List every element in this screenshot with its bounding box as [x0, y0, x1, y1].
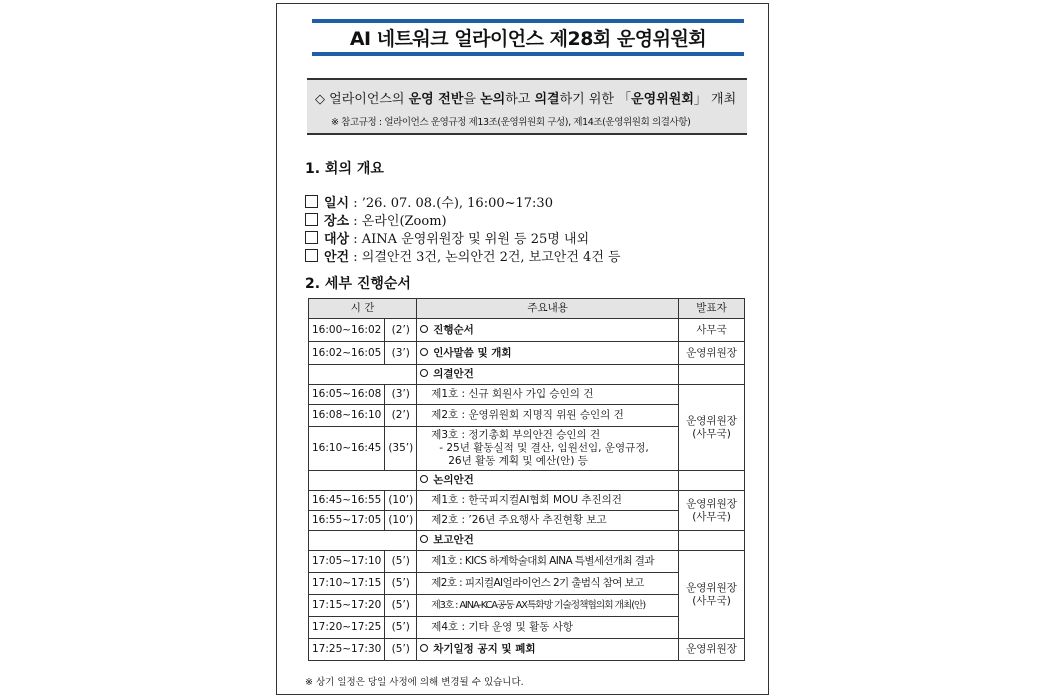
- time-cell: 16:45~16:55: [309, 491, 385, 511]
- presenter-name: 운영위원장: [686, 414, 737, 427]
- content-cell: [417, 639, 679, 661]
- content-cell: [417, 319, 679, 342]
- group-title-text: 논의안건: [433, 474, 474, 487]
- group-title-row: [309, 531, 745, 551]
- table-row: [309, 385, 745, 405]
- purpose-statement: [315, 88, 736, 107]
- presenter-name: 운영위원장: [686, 581, 737, 594]
- duration-cell: (5’): [385, 551, 417, 573]
- section-heading-schedule: 2. 세부 진행순서: [305, 276, 411, 292]
- time-cell: 17:10~17:15: [309, 573, 385, 595]
- overview-text: : 의결안건 3건, 논의안건 2건, 보고안건 4건 등: [349, 250, 621, 265]
- duration-cell: (10’): [385, 491, 417, 511]
- duration-cell: (5’): [385, 639, 417, 661]
- duration-cell: (35’): [385, 427, 417, 471]
- purpose-box: [307, 78, 747, 135]
- content-text: 인사말씀 및 개회: [433, 346, 512, 359]
- overview-label: 대상: [324, 232, 350, 247]
- table-row: [309, 551, 745, 573]
- header-time: 시 간: [309, 299, 417, 319]
- duration-cell: (5’): [385, 617, 417, 639]
- group-title: [417, 471, 679, 491]
- content-cell: [417, 427, 679, 471]
- empty-cell: [679, 365, 745, 385]
- bullet-icon: [420, 348, 428, 356]
- purpose-text-2: 운영 전반: [408, 92, 464, 107]
- table-row: [309, 491, 745, 511]
- purpose-text-4: 논의: [480, 92, 506, 107]
- content-cell: 제1호 : KICS 하계학술대회 AINA 특별세션개최 결과: [417, 551, 679, 573]
- content-cell: 제2호 : ’26년 주요행사 추진현황 보고: [417, 511, 679, 531]
- overview-item: [305, 210, 447, 229]
- content-text: 차기일정 공지 및 폐회: [433, 643, 536, 656]
- group-title-row: [309, 365, 745, 385]
- header-content: 주요내용: [417, 299, 679, 319]
- empty-cell: [679, 531, 745, 551]
- content-cell: 제3호 : AINA-KCA공동 AX특화망 기술정책협의회 개최(안): [417, 595, 679, 617]
- overview-text: : AINA 운영위원장 및 위원 등 25명 내외: [349, 232, 590, 247]
- presenter-sub: (사무국): [692, 594, 731, 607]
- time-cell: 17:20~17:25: [309, 617, 385, 639]
- content-cell: 제1호 : 한국피지컬AI협회 MOU 추진의건: [417, 491, 679, 511]
- content-line: 26년 활동 계획 및 예산(안) 등: [448, 455, 588, 467]
- content-cell: [417, 342, 679, 365]
- title-banner: [312, 19, 744, 56]
- page-title: AI 네트워크 얼라이언스 제28회 운영위원회: [349, 28, 707, 50]
- footnote: ※ 상기 일정은 당일 사정에 의해 변경될 수 있습니다.: [305, 677, 524, 688]
- duration-cell: (3’): [385, 385, 417, 405]
- empty-cell: [679, 471, 745, 491]
- time-cell: 17:05~17:10: [309, 551, 385, 573]
- checkbox-icon: [305, 249, 318, 262]
- group-title-row: [309, 471, 745, 491]
- presenter-sub: (사무국): [692, 427, 731, 440]
- duration-cell: (2’): [385, 319, 417, 342]
- overview-text: : ’26. 07. 08.(수), 16:00~17:30: [349, 196, 553, 211]
- empty-cell: [309, 471, 417, 491]
- purpose-text-7: 하기 위한 「: [559, 92, 632, 107]
- content-cell: 제1호 : 신규 회원사 가입 승인의 건: [417, 385, 679, 405]
- group-title: [417, 365, 679, 385]
- content-cell: 제2호 : 피지컬AI얼라이언스 2기 출범식 참여 보고: [417, 573, 679, 595]
- presenter-cell: 운영위원장: [679, 639, 745, 661]
- time-cell: 17:25~17:30: [309, 639, 385, 661]
- purpose-text-9: 」 개최: [693, 92, 737, 107]
- overview-item: [305, 228, 589, 247]
- reference-note: ※ 참고규정 : 얼라이언스 운영규정 제13조(운영위원회 구성), 제14조(운영위원회 의결사항): [331, 117, 691, 128]
- purpose-text-3: 을: [463, 92, 481, 107]
- duration-cell: (10’): [385, 511, 417, 531]
- document-page: [276, 3, 769, 695]
- purpose-text-6: 의결: [534, 92, 560, 107]
- content-line: 제3호 : 정기총회 부의안건 승인의 건: [431, 429, 601, 441]
- duration-cell: (2’): [385, 405, 417, 427]
- table-header-row: [309, 299, 745, 319]
- bullet-icon: [420, 325, 428, 333]
- content-line: - 25년 활동실적 및 결산, 임원선임, 운영규정,: [439, 442, 649, 454]
- time-cell: 16:55~17:05: [309, 511, 385, 531]
- group-title-text: 보고안건: [433, 534, 474, 547]
- bullet-icon: [420, 535, 428, 543]
- group-title-text: 의결안건: [433, 368, 474, 381]
- time-cell: 16:00~16:02: [309, 319, 385, 342]
- bullet-icon: [420, 644, 428, 652]
- checkbox-icon: [305, 195, 318, 208]
- presenter-sub: (사무국): [692, 510, 731, 523]
- section-heading-overview: 1. 회의 개요: [305, 161, 384, 177]
- content-cell: 제2호 : 운영위원회 지명직 위원 승인의 건: [417, 405, 679, 427]
- presenter-cell: [679, 385, 745, 471]
- empty-cell: [309, 531, 417, 551]
- table-row: [309, 319, 745, 342]
- presenter-cell: 사무국: [679, 319, 745, 342]
- presenter-cell: [679, 551, 745, 639]
- schedule-table: [308, 298, 745, 661]
- duration-cell: (5’): [385, 573, 417, 595]
- empty-cell: [309, 365, 417, 385]
- overview-item: [305, 246, 621, 265]
- bullet-icon: [420, 369, 428, 377]
- time-cell: 16:02~16:05: [309, 342, 385, 365]
- purpose-text-1: 얼라이언스의: [329, 92, 409, 107]
- presenter-name: 운영위원장: [686, 497, 737, 510]
- table-row: [309, 639, 745, 661]
- time-cell: 16:08~16:10: [309, 405, 385, 427]
- overview-label: 안건: [324, 250, 350, 265]
- time-cell: 17:15~17:20: [309, 595, 385, 617]
- purpose-text-8: 운영위원회: [631, 92, 694, 107]
- overview-label: 장소: [324, 214, 350, 229]
- group-title: [417, 531, 679, 551]
- content-text: 진행순서: [433, 323, 474, 336]
- purpose-text-5: 하고: [505, 92, 535, 107]
- overview-item: [305, 192, 553, 211]
- checkbox-icon: [305, 231, 318, 244]
- overview-label: 일시: [324, 196, 350, 211]
- diamond-icon: ◇: [315, 92, 325, 107]
- checkbox-icon: [305, 213, 318, 226]
- duration-cell: (5’): [385, 595, 417, 617]
- time-cell: 16:10~16:45: [309, 427, 385, 471]
- table-row: [309, 342, 745, 365]
- time-cell: 16:05~16:08: [309, 385, 385, 405]
- content-cell: 제4호 : 기타 운영 및 활동 사항: [417, 617, 679, 639]
- bullet-icon: [420, 475, 428, 483]
- presenter-cell: [679, 491, 745, 531]
- overview-text: : 온라인(Zoom): [349, 214, 447, 229]
- header-presenter: 발표자: [679, 299, 745, 319]
- presenter-cell: 운영위원장: [679, 342, 745, 365]
- duration-cell: (3’): [385, 342, 417, 365]
